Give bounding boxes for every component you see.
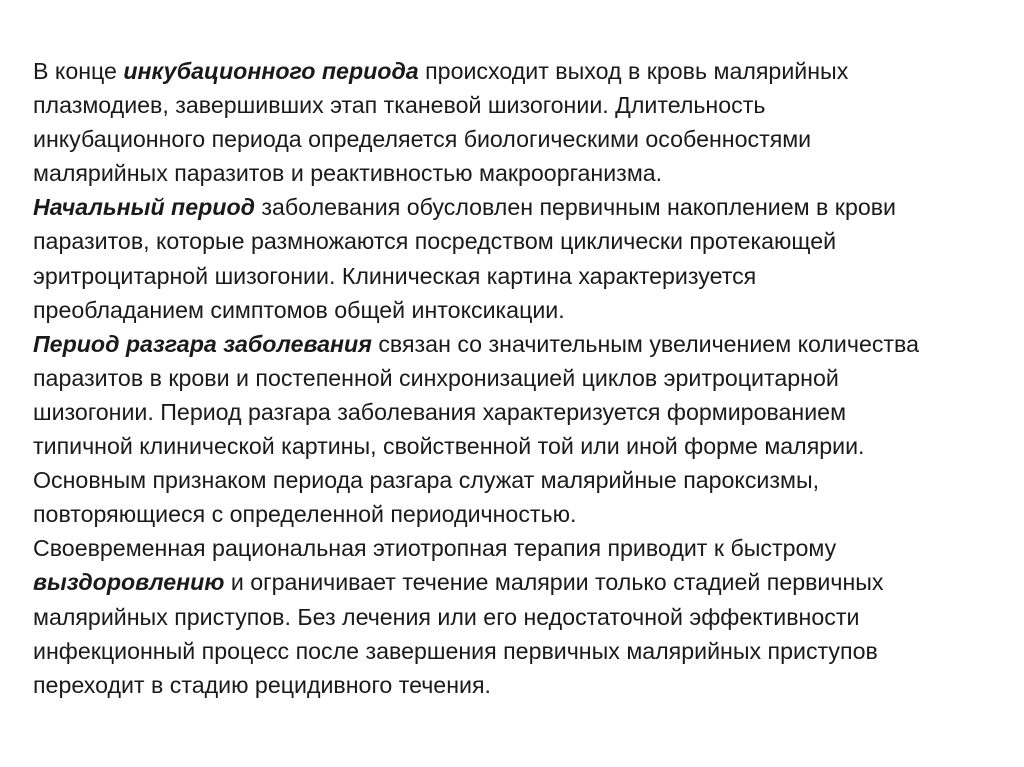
text-line — [33, 463, 1018, 497]
emphasized-term: Период разгара заболевания — [33, 330, 372, 357]
text-line — [33, 224, 1018, 258]
text-segment: заболевания обусловлен первичным накоплением в крови — [254, 194, 897, 221]
text-segment: и ограничивает течение малярии только стадией первичных — [224, 569, 884, 596]
emphasized-term: инкубационного периода — [123, 58, 419, 84]
text-line — [33, 327, 1018, 361]
text-line — [33, 293, 1018, 327]
emphasized-term: выздоровлению — [33, 569, 225, 596]
text-line — [33, 156, 1018, 190]
text-segment: Своевременная рациональная этиотропная терапия приводит к быстрому — [33, 535, 837, 562]
emphasized-term: Начальный период — [33, 194, 255, 221]
text-segment: преобладанием симптомов общей интоксикации. — [33, 296, 565, 323]
text-line — [33, 497, 1018, 531]
text-segment: происходит выход в кровь малярийных — [418, 58, 849, 84]
text-segment: инкубационного периода определяется биологическими особенностями — [33, 126, 812, 153]
text-segment: повторяющиеся с определенной периодичностью. — [33, 501, 577, 528]
text-line — [33, 395, 1018, 429]
text-segment: паразитов, которые размножаются посредством циклически протекающей — [33, 228, 837, 255]
text-line — [33, 429, 1018, 463]
text-segment: переходит в стадию рецидивного течения. — [33, 671, 491, 698]
text-segment: типичной клинической картины, свойственной той или иной форме малярии. — [33, 433, 865, 460]
text-segment: эритроцитарной шизогонии. Клиническая картина характеризуется — [33, 262, 757, 289]
text-segment: инфекционный процесс после завершения первичных малярийных приступов — [33, 637, 878, 664]
text-line — [33, 361, 1018, 395]
text-line — [33, 565, 1018, 599]
text-line — [33, 668, 1018, 702]
text-segment: Основным признаком периода разгара служат малярийные пароксизмы, — [33, 467, 820, 494]
text-line — [33, 54, 1018, 88]
text-line — [33, 531, 1018, 565]
text-line — [33, 88, 1018, 122]
text-segment: паразитов в крови и постепенной синхронизацией циклов эритроцитарной — [33, 364, 839, 391]
text-line — [33, 259, 1018, 293]
text-segment: малярийных паразитов и реактивностью макроорганизма. — [33, 160, 663, 187]
text-segment: плазмодиев, завершивших этап тканевой шизогонии. Длительность — [33, 92, 766, 119]
text-segment: шизогонии. Период разгара заболевания характеризуется формированием — [33, 398, 847, 425]
text-line — [33, 122, 1018, 156]
body-text — [33, 54, 1018, 702]
text-segment: В конце — [33, 58, 124, 84]
text-line — [33, 634, 1018, 668]
text-segment: связан со значительным увеличением количества — [371, 330, 920, 357]
text-line — [33, 600, 1018, 634]
text-segment: малярийных приступов. Без лечения или его недостаточной эффективности — [33, 603, 860, 630]
text-line — [33, 190, 1018, 224]
